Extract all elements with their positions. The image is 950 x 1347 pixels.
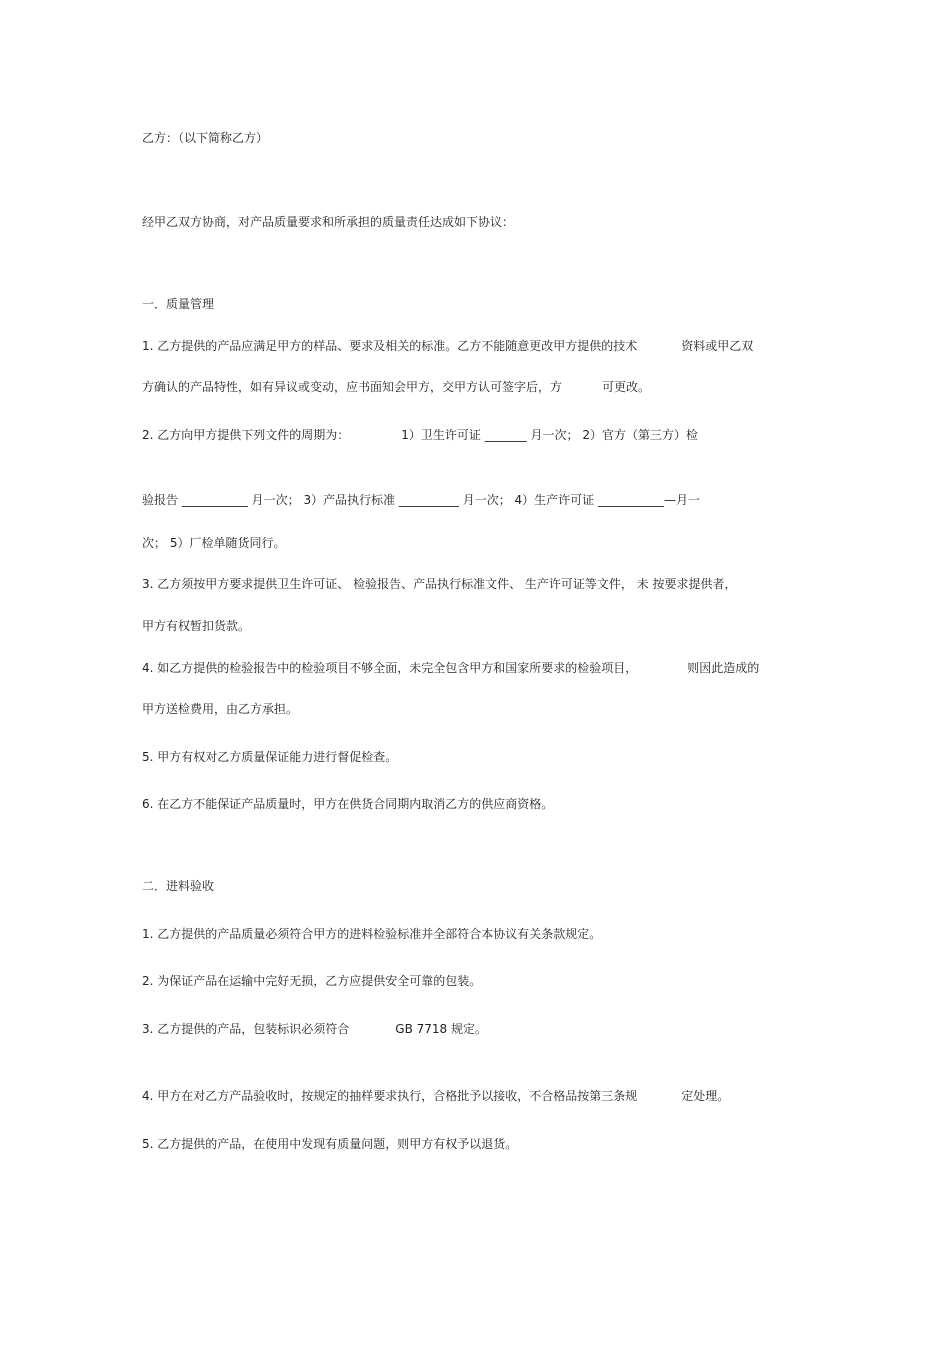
s1-item1-line2-a: 方确认的产品特性，如有异议或变动，应书面知会甲方，交甲方认可签字后，方 [142, 380, 563, 394]
s1-item2-line1-a: 2. 乙方向甲方提供下列文件的周期为： [142, 428, 350, 442]
s2-item4-a: 4. 甲方在对乙方产品验收时，按规定的抽样要求执行，合格批予以接收，不合格品按第三条规 [142, 1089, 638, 1103]
s1-item5 [142, 749, 397, 765]
s1-item4-line1 [142, 660, 759, 676]
s1-item2-line3-text: 次； 5）厂检单随货同行。 [142, 536, 286, 550]
s1-item2-line2-text: 验报告 ___________ 月一次； 3）产品执行标准 __________ 月一次； 4）生产许可证 ___________—月一 [142, 493, 700, 507]
s2-item4 [142, 1088, 729, 1104]
s1-item5-text: 5. 甲方有权对乙方质量保证能力进行督促检查。 [142, 750, 398, 764]
s2-item5-text: 5. 乙方提供的产品，在使用中发现有质量问题，则甲方有权予以退货。 [142, 1137, 518, 1151]
s1-item3-line1-text: 3. 乙方须按甲方要求提供卫生许可证、 检验报告、产品执行标准文件、 生产许可证等文件， 未 按要求提供者， [142, 577, 737, 591]
s2-item3-a: 3. 乙方提供的产品，包装标识必须符合 [142, 1022, 350, 1036]
s1-item1-line1-b: 资料或甲乙双 [681, 339, 754, 353]
s2-item3-b: GB 7718 规定。 [395, 1022, 487, 1036]
party-b-line [142, 130, 268, 146]
section-2-title [142, 878, 214, 894]
section-2-title-text: 二．进料验收 [142, 879, 215, 893]
s1-item2-line1 [142, 427, 698, 443]
s1-item1-line1 [142, 338, 753, 354]
s2-item4-b: 定处理。 [681, 1089, 730, 1103]
s1-item2-line3 [142, 535, 285, 551]
s2-item2-text: 2. 为保证产品在运输中完好无损，乙方应提供安全可靠的包装。 [142, 974, 482, 988]
party-b-text: 乙方：（以下简称乙方） [142, 131, 269, 145]
s1-item4-line1-a: 4. 如乙方提供的检验报告中的检验项目不够全面，未完全包含甲方和国家所要求的检验项目， [142, 661, 638, 675]
s2-item5 [142, 1136, 517, 1152]
s1-item1-line1-a: 1. 乙方提供的产品应满足甲方的样品、要求及相关的标准。乙方不能随意更改甲方提供的技术 [142, 339, 638, 353]
s1-item6-text: 6. 在乙方不能保证产品质量时，甲方在供货合同期内取消乙方的供应商资格。 [142, 797, 554, 811]
section-1-title [142, 296, 214, 312]
s1-item3-line1 [142, 576, 737, 592]
s1-item4-line1-b: 则因此造成的 [687, 661, 760, 675]
s1-item1-line2 [142, 379, 650, 395]
section-1-title-text: 一．质量管理 [142, 297, 215, 311]
s2-item1 [142, 926, 601, 942]
intro-text: 经甲乙双方协商，对产品质量要求和所承担的质量责任达成如下协议： [142, 215, 515, 229]
s1-item2-line2 [142, 492, 700, 508]
s2-item3 [142, 1021, 487, 1037]
s1-item3-line2-text: 甲方有权暂扣货款。 [142, 619, 251, 633]
s1-item1-line2-b: 可更改。 [602, 380, 651, 394]
intro-paragraph [142, 214, 514, 230]
s1-item6 [142, 796, 553, 812]
s1-item4-line2-text: 甲方送检费用，由乙方承担。 [142, 702, 299, 716]
s2-item1-text: 1. 乙方提供的产品质量必须符合甲方的进料检验标准并全部符合本协议有关条款规定。 [142, 927, 602, 941]
s1-item4-line2 [142, 701, 298, 717]
s2-item2 [142, 973, 481, 989]
s1-item2-line1-b: 1）卫生许可证 _______ 月一次； 2）官方（第三方）检 [401, 428, 698, 442]
s1-item3-line2 [142, 618, 250, 634]
